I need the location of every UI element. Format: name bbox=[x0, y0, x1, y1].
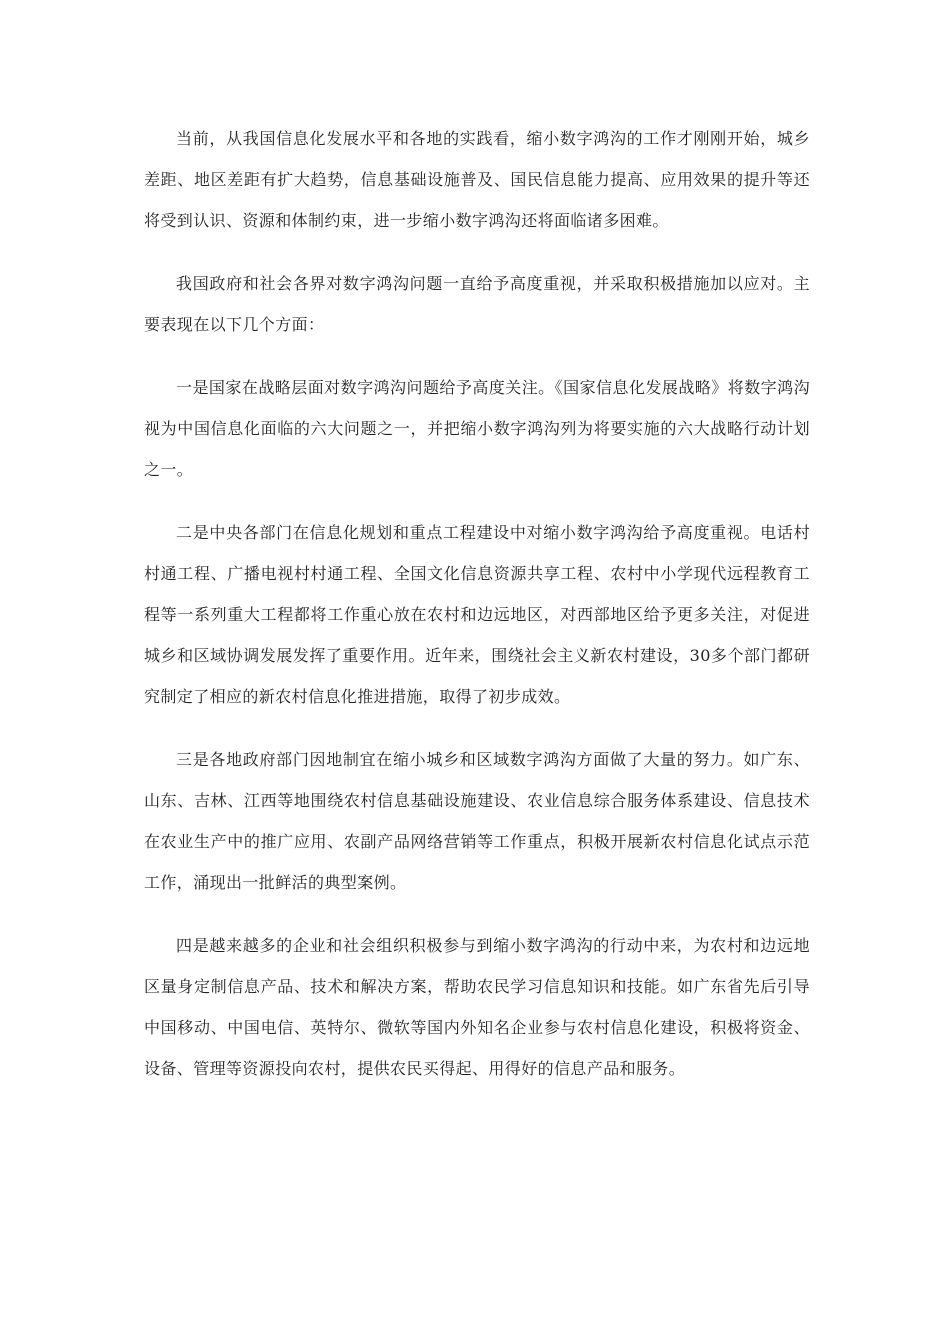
paragraph-point-four: 四是越来越多的企业和社会组织积极参与到缩小数字鸿沟的行动中来，为农村和边远地区量身定制信息产品、技术和解决方案，帮助农民学习信息知识和技能。如广东省先后引导中国移动、中国电信、英特尔、微软等国内外知名企业参与农村信息化建设，积极将资金、设备、管理等资源投向农村，提供农民买得起、用得好的信息产品和服务。 bbox=[144, 936, 810, 1078]
paragraph-point-three: 三是各地政府部门因地制宜在缩小城乡和区域数字鸿沟方面做了大量的努力。如广东、山东、吉林、江西等地围绕农村信息基础设施建设、农业信息综合服务体系建设、信息技术在农业生产中的推广应用、农副产品网络营销等工作重点，积极开展新农村信息化试点示范工作，涌现出一批鲜活的典型案例。 bbox=[144, 750, 810, 892]
document-body bbox=[144, 118, 810, 1111]
paragraph-point-two: 二是中央各部门在信息化规划和重点工程建设中对缩小数字鸿沟给予高度重视。电话村村通工程、广播电视村村通工程、全国文化信息资源共享工程、农村中小学现代远程教育工程等一系列重大工程都将工作重心放在农村和边远地区，对西部地区给予更多关注，对促进城乡和区域协调发展发挥了重要作用。近年来，围绕社会主义新农村建设，30多个部门都研究制定了相应的新农村信息化推进措施，取得了初步成效。 bbox=[144, 523, 810, 706]
paragraph-current-situation: 当前，从我国信息化发展水平和各地的实践看，缩小数字鸿沟的工作才刚刚开始，城乡差距、地区差距有扩大趋势，信息基础设施普及、国民信息能力提高、应用效果的提升等还将受到认识、资源和体制约束，进一步缩小数字鸿沟还将面临诸多困难。 bbox=[144, 129, 810, 230]
paragraph-point-one: 一是国家在战略层面对数字鸿沟问题给予高度关注。《国家信息化发展战略》将数字鸿沟视为中国信息化面临的六大问题之一，并把缩小数字鸿沟列为将要实施的六大战略行动计划之一。 bbox=[144, 378, 810, 479]
paragraph-government-attention: 我国政府和社会各界对数字鸿沟问题一直给予高度重视，并采取积极措施加以应对。主要表现在以下几个方面： bbox=[144, 274, 810, 334]
